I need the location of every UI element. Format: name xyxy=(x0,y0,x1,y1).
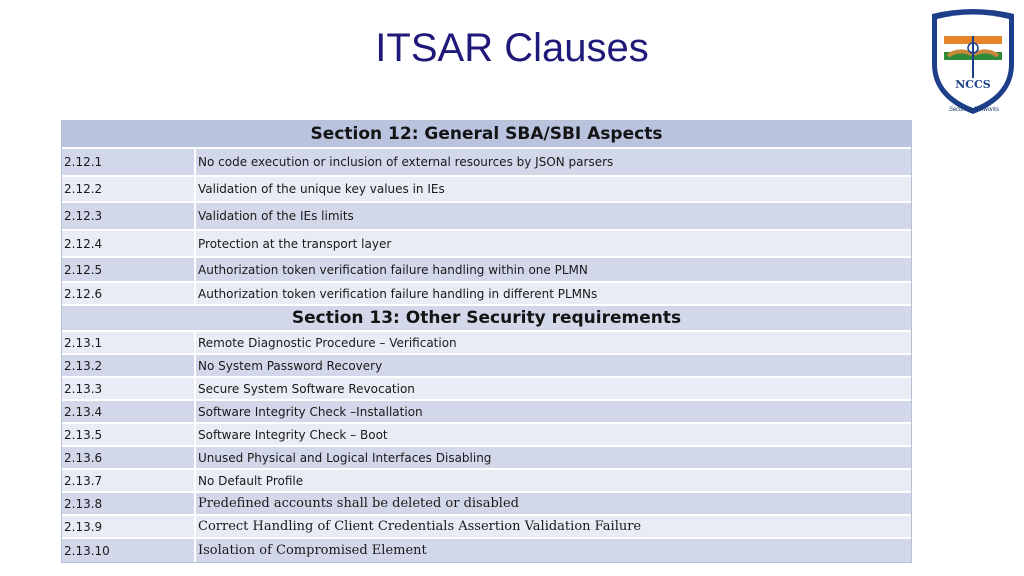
slide-title: ITSAR Clauses xyxy=(375,26,649,70)
clause-title: No Default Profile xyxy=(198,473,304,488)
table-row xyxy=(62,493,911,516)
section-heading-text: Section 12: General SBA/SBI Aspects xyxy=(310,124,663,144)
table-row xyxy=(62,283,911,306)
table-row xyxy=(62,424,911,447)
clause-title: Protection at the transport layer xyxy=(198,236,392,251)
clause-title: Software Integrity Check – Boot xyxy=(198,427,388,442)
section-heading-text: Section 13: Other Security requirements xyxy=(291,308,682,328)
clause-title: Isolation of Compromised Element xyxy=(198,543,427,558)
clause-number: 2.12.6 xyxy=(62,283,196,304)
clause-title: Secure System Software Revocation xyxy=(198,381,415,396)
table-row xyxy=(62,470,911,493)
clause-number: 2.13.10 xyxy=(62,539,196,562)
clause-title: Software Integrity Check –Installation xyxy=(198,404,423,419)
clause-number: 2.13.7 xyxy=(62,470,196,491)
table-row xyxy=(62,539,911,562)
nccs-logo xyxy=(928,6,1018,118)
table-row xyxy=(62,378,911,401)
table-row xyxy=(62,401,911,424)
table-row xyxy=(62,177,911,203)
clause-number: 2.13.3 xyxy=(62,378,196,399)
clause-number: 2.12.5 xyxy=(62,258,196,281)
section-heading xyxy=(62,121,911,149)
table-row xyxy=(62,447,911,470)
clause-number: 2.12.1 xyxy=(62,149,196,175)
section-heading xyxy=(62,306,911,332)
table-row xyxy=(62,258,911,283)
clause-title: Correct Handling of Client Credentials Assertion Validation Failure xyxy=(198,519,642,534)
clause-title: Authorization token verification failure handling within one PLMN xyxy=(198,262,588,277)
clause-number: 2.12.2 xyxy=(62,177,196,201)
clause-number: 2.13.5 xyxy=(62,424,196,445)
clause-title: Predefined accounts shall be deleted or disabled xyxy=(198,496,519,511)
clause-title: Remote Diagnostic Procedure – Verification xyxy=(198,335,457,350)
clause-number: 2.13.4 xyxy=(62,401,196,422)
clause-number: 2.13.8 xyxy=(62,493,196,514)
table-row xyxy=(62,149,911,177)
table-row xyxy=(62,231,911,258)
table-row xyxy=(62,332,911,355)
table-row xyxy=(62,355,911,378)
logo-tagline: Securing Networks xyxy=(948,107,1000,113)
table-row xyxy=(62,203,911,231)
clause-title: No System Password Recovery xyxy=(198,358,383,373)
clause-number: 2.13.2 xyxy=(62,355,196,376)
clause-number: 2.12.3 xyxy=(62,203,196,229)
clause-number: 2.13.9 xyxy=(62,516,196,537)
clause-number: 2.13.1 xyxy=(62,332,196,353)
clause-title: Validation of the unique key values in IEs xyxy=(198,182,445,196)
clause-title: Unused Physical and Logical Interfaces Disabling xyxy=(198,450,492,465)
clause-table xyxy=(61,120,912,563)
clause-number: 2.12.4 xyxy=(62,231,196,256)
clause-title: Authorization token verification failure handling in different PLMNs xyxy=(198,286,598,301)
logo-text: NCCS xyxy=(955,78,991,91)
clause-title: No code execution or inclusion of external resources by JSON parsers xyxy=(198,155,614,169)
clause-number: 2.13.6 xyxy=(62,447,196,468)
table-row xyxy=(62,516,911,539)
clause-title: Validation of the IEs limits xyxy=(198,209,354,223)
